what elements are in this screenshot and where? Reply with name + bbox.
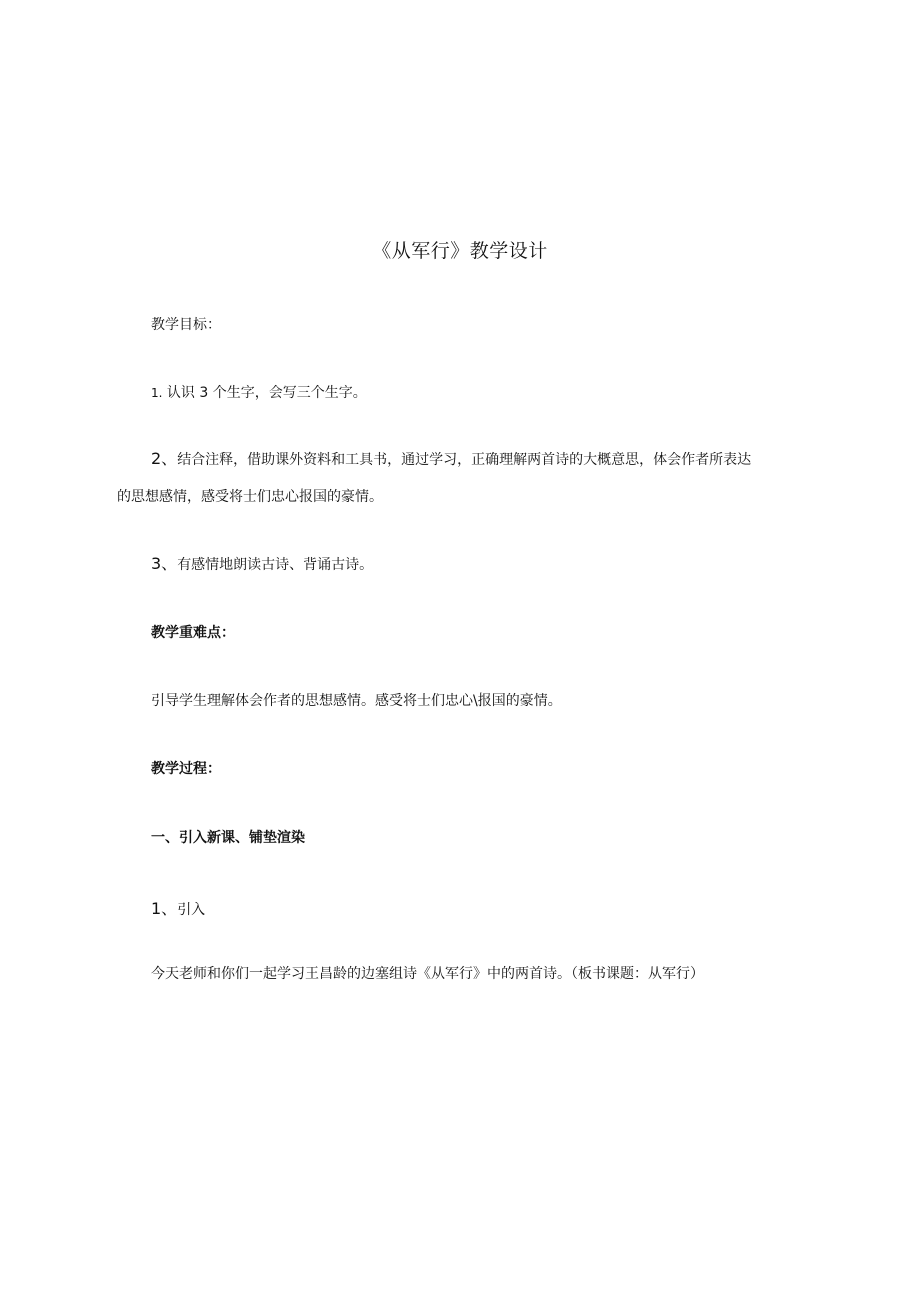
objective-2-line-2: 的思想感情，感受将士们忠心报国的豪情。 xyxy=(117,489,383,505)
objectives-heading: 教学目标： xyxy=(151,317,221,333)
objective-2-line-1 xyxy=(151,449,751,470)
objective-3-number: 3、 xyxy=(151,554,178,573)
section-1-heading: 一、引入新课、铺垫渲染 xyxy=(151,830,305,846)
objective-1 xyxy=(151,383,367,403)
objective-2-number: 2、 xyxy=(151,449,178,468)
process-heading: 教学过程： xyxy=(151,761,221,777)
document-title: 《从军行》教学设计 xyxy=(372,240,548,262)
objective-1-text: 认识 3 个生字，会写三个生字。 xyxy=(166,385,367,401)
objective-3 xyxy=(151,554,373,575)
keypoints-text: 引导学生理解体会作者的思想感情。感受将士们忠心\报国的豪情。 xyxy=(151,693,562,709)
step-1-number: 1、 xyxy=(151,899,178,918)
objective-1-number: 1. xyxy=(151,386,163,400)
step-1-text: 引入 xyxy=(177,902,206,918)
step-1-content: 今天老师和你们一起学习王昌龄的边塞组诗《从军行》中的两首诗。（板书课题：从军行） xyxy=(151,966,704,982)
objective-2-text-a: 结合注释，借助课外资料和工具书，通过学习，正确理解两首诗的大概意思，体会作者所表达 xyxy=(177,452,752,468)
keypoints-heading: 教学重难点： xyxy=(151,625,235,641)
objective-3-text: 有感情地朗读古诗、背诵古诗。 xyxy=(177,557,374,573)
step-1-heading xyxy=(151,899,205,920)
